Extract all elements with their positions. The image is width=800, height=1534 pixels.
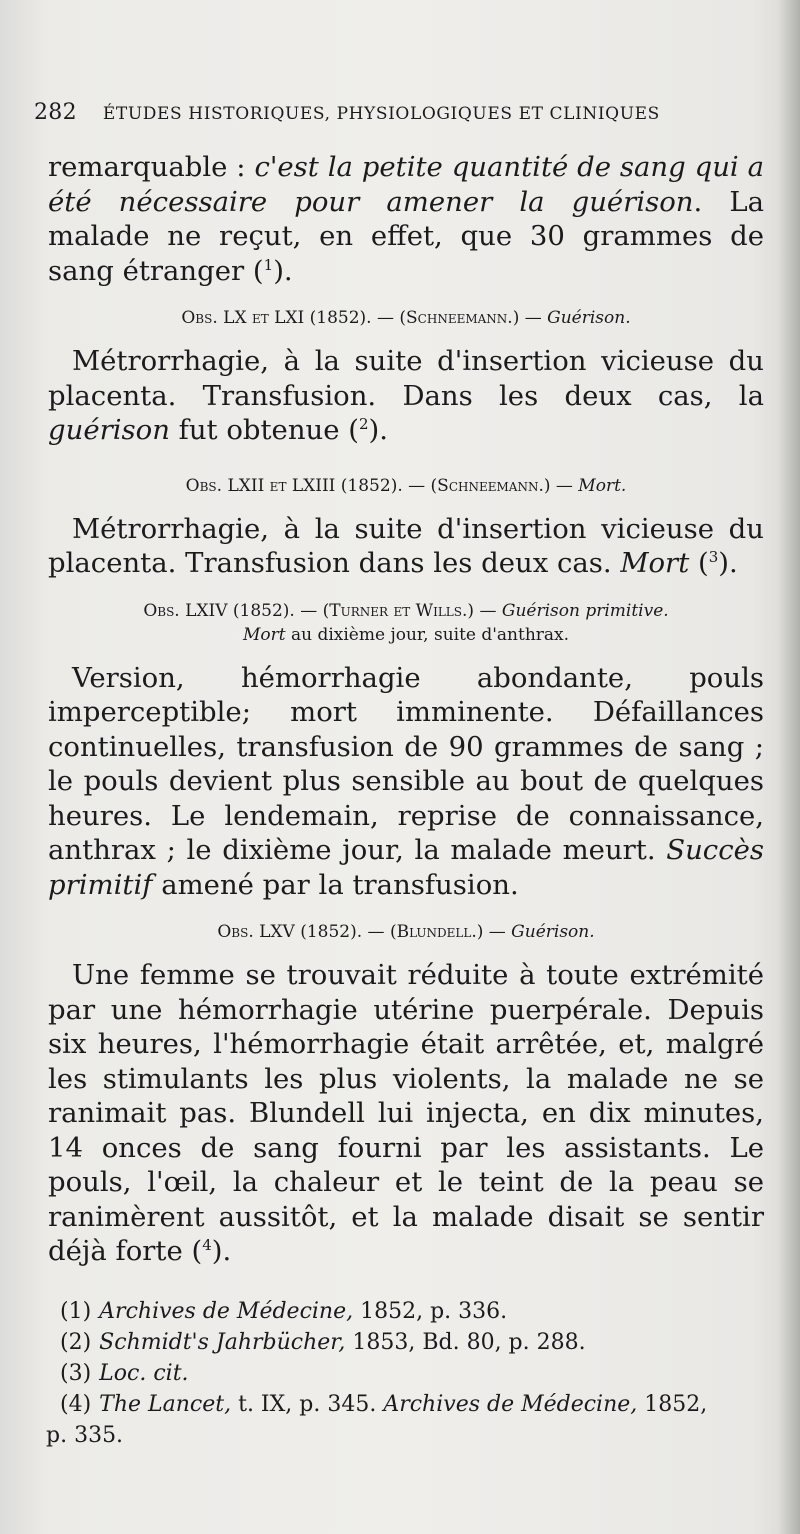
running-head [34, 100, 764, 134]
footnotes [46, 1296, 768, 1451]
paragraph-2 [48, 344, 764, 448]
observation-heading-1: Obs. LX et LXI (1852). — (Schneemann.) — Guérison. [181, 308, 631, 328]
obs-result: Guérison primitive. [501, 600, 669, 621]
obs-line-2-text: au dixième jour, suite d'anthrax. [285, 624, 570, 645]
obs-year: (1852). [300, 922, 363, 942]
paragraph-italic: Mort [620, 547, 690, 579]
footnote-ref: 3 [708, 547, 719, 566]
observation-heading-3: Obs. LXIV (1852). — (Turner et Wills.) — Guérison primitive. Mort au dixième jour, suite d'anthrax. [48, 599, 764, 647]
footnote-3 [60, 1358, 768, 1389]
paragraph-italic: c'est la petite quantité de sang qui a été nécessaire pour amener la guérison [48, 151, 764, 218]
footnote-marker: (2) [60, 1330, 92, 1355]
running-head-title: ÉTUDES HISTORIQUES, PHYSIOLOGIQUES ET CLINIQUES [102, 104, 660, 124]
paragraph-text: ). [368, 414, 389, 446]
paragraph-text: remarquable : [48, 151, 255, 183]
observation-heading-4: Obs. LXV (1852). — (Blundell.) — Guérison. [217, 922, 595, 942]
footnote-marker: (1) [60, 1299, 92, 1324]
paragraph-text: fut obtenue ( [169, 414, 359, 446]
footnote-text: 1852, [637, 1392, 708, 1417]
obs-result: Mort. [578, 475, 627, 496]
footnote-text: 1853, Bd. 80, p. 288. [345, 1330, 586, 1355]
footnote-ref: 2 [359, 414, 369, 433]
footnote-italic: The Lancet, [99, 1392, 232, 1417]
obs-result: Guérison. [511, 922, 595, 942]
obs-author: (Blundell.) [389, 922, 484, 942]
obs-author: (Turner et Wills.) [322, 600, 475, 621]
footnote-1 [60, 1296, 768, 1327]
paragraph-text: . La malade ne reçut, en effet, que 30 grammes de sang étranger ( [48, 185, 764, 287]
obs-label: Obs. LXIV [143, 600, 228, 621]
footnote-text: t. IX, p. 345. [231, 1392, 384, 1417]
obs-label: Obs. LXII et LXIII [185, 475, 336, 496]
paragraph-text: ). [718, 547, 738, 579]
footnote-italic: Archives de Médecine, [99, 1299, 354, 1324]
paragraph-4 [48, 661, 764, 903]
footnote-italic: Schmidt's Jahrbücher, [99, 1330, 346, 1355]
footnote-ref: 1 [263, 255, 274, 274]
paragraph-text: Une femme se trouvait réduite à toute extrémité par une hémorrhagie utérine puerpérale. Depuis six heures, l'hémorrhagie était arrêtée, et, malgré les stimulants les plus violents, la malade ne se ranimait pas. Blundell lui injecta, en dix minutes, 14 onces de sang fourni par les assistants. Le pouls, l'œil, la chaleur et le teint de la peau se ranimèrent aussitôt, et la malade disait se sentir déjà forte ( [48, 959, 764, 1267]
footnote-continuation: p. 335. [46, 1423, 124, 1448]
paragraph-1 [48, 150, 764, 288]
footnote-2 [60, 1327, 768, 1358]
page-number: 282 [34, 100, 77, 125]
obs-year: (1852). [340, 475, 403, 496]
paragraph-5 [48, 958, 764, 1269]
obs-author: (Schneemann.) [399, 308, 520, 328]
paragraph-text: Métrorrhagie, à la suite d'insertion vicieuse du placenta. Transfusion. Dans les deux cas, la [48, 345, 764, 412]
footnote-italic: Loc. cit. [99, 1361, 189, 1386]
footnote-ref: 4 [202, 1235, 212, 1254]
page-content [34, 100, 764, 1269]
paragraph-text: amené par la transfusion. [152, 868, 519, 901]
page-edge-shadow [778, 0, 800, 1534]
footnote-italic: Archives de Médecine, [383, 1392, 638, 1417]
obs-line-2 [48, 623, 764, 647]
obs-line-2-italic: Mort [242, 624, 286, 645]
observation-heading-2: Obs. LXII et LXIII (1852). — (Schneemann.) — Mort. [185, 475, 627, 496]
footnote-text: 1852, p. 336. [353, 1299, 508, 1324]
footnote-4 [46, 1389, 768, 1451]
paragraph-3 [48, 512, 764, 581]
obs-year: (1852). [309, 308, 372, 328]
paragraph-text: ). [273, 254, 293, 287]
paragraph-text: ( [689, 547, 709, 579]
footnote-marker: (4) [60, 1392, 92, 1417]
paragraph-italic: Succès primitif [48, 834, 764, 901]
obs-label: Obs. LXV [217, 922, 295, 942]
obs-author: (Schneemann.) [430, 475, 551, 496]
obs-label: Obs. LX et LXI [181, 308, 305, 328]
paragraph-text: Version, hémorrhagie abondante, pouls imperceptible; mort imminente. Défaillances continuelles, transfusion de 90 grammes de sang ; le pouls devient plus sensible au bout de quelques heures. Le lendemain, reprise de connaissance, anthrax ; le dixième jour, la malade meurt. [48, 661, 764, 866]
obs-year: (1852). [232, 600, 295, 621]
paragraph-italic: guérison [48, 414, 170, 446]
obs-result: Guérison. [547, 308, 631, 328]
footnote-marker: (3) [60, 1361, 92, 1386]
paragraph-text: Métrorrhagie, à la suite d'insertion vicieuse du placenta. Transfusion dans les deux cas. [48, 512, 764, 579]
paragraph-text: ). [211, 1235, 232, 1267]
